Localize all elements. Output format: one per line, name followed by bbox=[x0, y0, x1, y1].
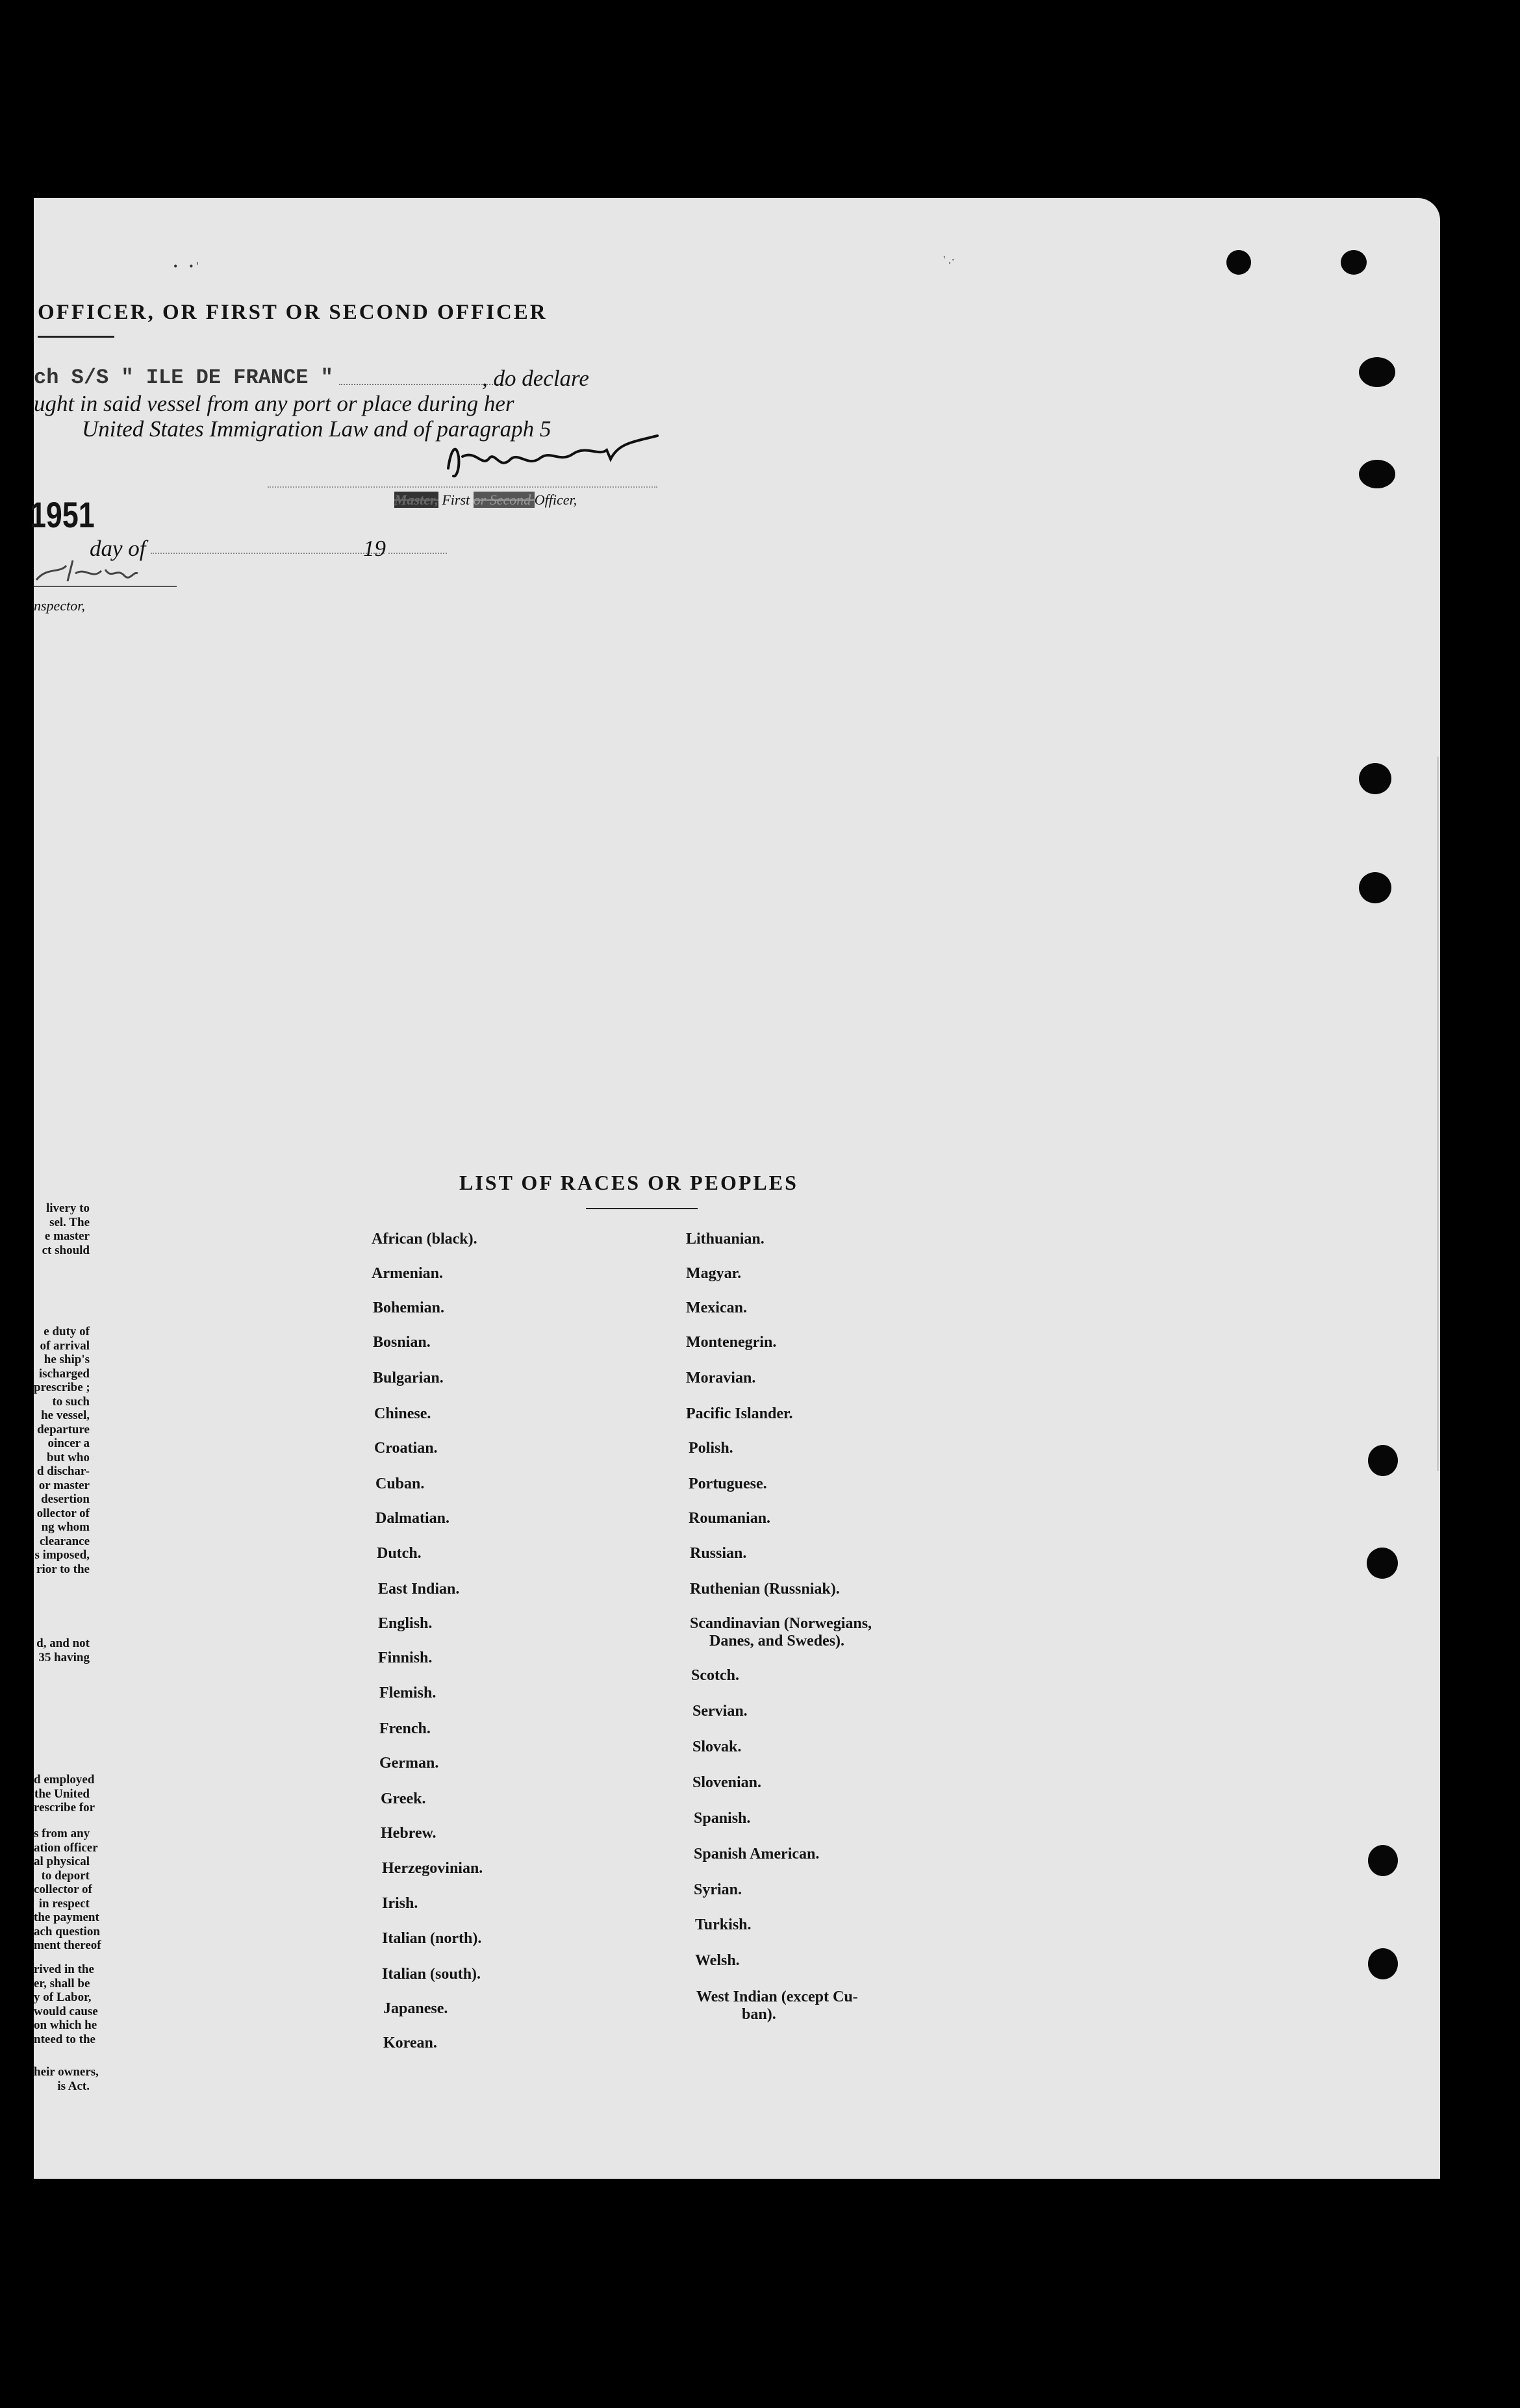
race-item-left: English. bbox=[378, 1615, 433, 1632]
margin-fragment-line: he vessel, bbox=[41, 1409, 90, 1422]
margin-fragment-line: rior to the bbox=[36, 1562, 90, 1576]
margin-fragment-line: er, shall be bbox=[34, 1976, 90, 1990]
race-item-right: Portuguese. bbox=[689, 1475, 767, 1492]
race-item-right: ban). bbox=[742, 2006, 776, 2023]
race-item-right: Turkish. bbox=[695, 1916, 752, 1933]
margin-fragment-line: al physical bbox=[34, 1855, 90, 1868]
margin-fragment-line: ment thereof bbox=[34, 1938, 101, 1952]
margin-fragment-line: sel. The bbox=[49, 1215, 90, 1229]
race-item-left: Italian (north). bbox=[382, 1930, 482, 1947]
margin-fragment-line: on which he bbox=[34, 2018, 97, 2032]
margin-fragment-line: oincer a bbox=[47, 1436, 90, 1450]
day-blank bbox=[151, 553, 385, 554]
margin-fragment-line: e duty of bbox=[44, 1325, 90, 1338]
struck-master: Master, bbox=[394, 492, 438, 508]
race-item-left: Dalmatian. bbox=[375, 1510, 450, 1527]
margin-fragment-line: ng whom bbox=[41, 1520, 90, 1534]
race-item-right: Syrian. bbox=[694, 1881, 742, 1898]
race-item-left: Herzegovinian. bbox=[382, 1860, 483, 1877]
race-item-right: West Indian (except Cu- bbox=[696, 1988, 858, 2005]
race-item-left: Italian (south). bbox=[382, 1966, 481, 1983]
margin-fragment-line: livery to bbox=[45, 1201, 90, 1215]
margin-fragment-line: to deport bbox=[41, 1868, 90, 1883]
race-item-right: Servian. bbox=[692, 1703, 748, 1720]
scan-edge bbox=[1437, 757, 1439, 1471]
race-item-left: Bulgarian. bbox=[373, 1370, 444, 1386]
race-item-left: Irish. bbox=[382, 1895, 418, 1912]
race-item-left: East Indian. bbox=[378, 1581, 460, 1598]
margin-fragment-line: the United bbox=[34, 1787, 90, 1801]
margin-fragment-line: ischarged bbox=[38, 1366, 90, 1381]
race-item-left: Armenian. bbox=[372, 1265, 443, 1282]
race-item-right: Danes, and Swedes). bbox=[709, 1633, 845, 1649]
race-item-right: Mexican. bbox=[686, 1299, 747, 1316]
margin-fragment-line: he ship's bbox=[44, 1353, 90, 1366]
race-item-right: Ruthenian (Russniak). bbox=[690, 1581, 840, 1598]
vessel-name: ch S/S " ILE DE FRANCE " bbox=[34, 366, 333, 390]
race-item-right: Montenegrin. bbox=[686, 1334, 777, 1351]
race-item-left: Korean. bbox=[383, 2035, 437, 2051]
margin-fragment-line: the payment bbox=[34, 1911, 99, 1924]
margin-fragment-line: nteed to the bbox=[34, 2032, 95, 2046]
punch-hole bbox=[1359, 872, 1391, 903]
punch-hole bbox=[1368, 1845, 1398, 1876]
margin-fragment-line: e master bbox=[44, 1229, 90, 1243]
margin-fragment-line: s imposed, bbox=[34, 1548, 90, 1562]
margin-fragment-line: or master bbox=[38, 1478, 90, 1492]
margin-fragment-line: heir owners, bbox=[34, 2065, 99, 2079]
section-heading: OFFICER, OR FIRST OR SECOND OFFICER bbox=[38, 301, 548, 324]
margin-fragment-line: d, and not bbox=[36, 1637, 90, 1650]
margin-fragment-line: ation officer bbox=[34, 1840, 98, 1855]
race-item-right: Moravian. bbox=[686, 1370, 756, 1386]
race-item-right: Scandinavian (Norwegians, bbox=[690, 1615, 872, 1632]
heading-underline bbox=[38, 336, 114, 338]
punch-hole bbox=[1367, 1548, 1398, 1579]
race-item-right: Scotch. bbox=[691, 1667, 739, 1684]
race-item-left: Japanese. bbox=[383, 2000, 448, 2017]
race-item-right: Magyar. bbox=[686, 1265, 742, 1282]
race-item-left: Finnish. bbox=[378, 1649, 433, 1666]
race-item-right: Slovenian. bbox=[692, 1774, 762, 1791]
date-stamp: 1951 bbox=[30, 494, 95, 535]
signature-line bbox=[268, 486, 657, 488]
margin-fragment-line: clearance bbox=[39, 1534, 90, 1548]
signature-role bbox=[394, 492, 577, 508]
margin-fragment-line: d employed bbox=[34, 1773, 95, 1787]
margin-fragment-line: prescribe ; bbox=[34, 1381, 90, 1394]
punch-hole bbox=[1359, 460, 1395, 488]
speck: ' .· bbox=[943, 253, 956, 266]
margin-fragment-line: s from any bbox=[34, 1827, 90, 1840]
race-item-right: Pacific Islander. bbox=[686, 1405, 793, 1422]
declaration-line-1-end: , do declare bbox=[482, 366, 589, 391]
punch-hole bbox=[1359, 357, 1395, 387]
races-title-underline bbox=[586, 1208, 698, 1209]
margin-fragment-line: 35 having bbox=[38, 1650, 90, 1664]
role-first: First bbox=[438, 492, 474, 508]
punch-hole bbox=[1226, 250, 1251, 275]
margin-fragment-line: ct should bbox=[42, 1243, 90, 1257]
speck: • • ' bbox=[173, 260, 199, 273]
margin-fragment-line: but who bbox=[47, 1450, 90, 1464]
role-officer: Officer, bbox=[534, 492, 577, 508]
inspector-signature bbox=[34, 554, 183, 593]
margin-fragment-line: of arrival bbox=[40, 1338, 90, 1353]
race-item-right: Spanish. bbox=[694, 1810, 751, 1827]
race-item-left: Hebrew. bbox=[381, 1825, 437, 1842]
race-item-left: French. bbox=[379, 1720, 431, 1737]
margin-fragment-line: d dischar- bbox=[36, 1464, 90, 1478]
punch-hole bbox=[1341, 250, 1367, 275]
race-item-left: African (black). bbox=[372, 1231, 477, 1248]
race-item-left: Bohemian. bbox=[373, 1299, 445, 1316]
document-page bbox=[30, 198, 1440, 2179]
race-item-left: Dutch. bbox=[377, 1545, 422, 1562]
margin-fragment-line: y of Labor, bbox=[34, 1990, 92, 2004]
margin-fragment-line: collector of bbox=[34, 1883, 92, 1896]
margin-fragment-line: is Act. bbox=[57, 2079, 90, 2093]
signature bbox=[437, 431, 670, 483]
punch-hole bbox=[1368, 1445, 1398, 1476]
margin-fragment-line: departure bbox=[37, 1422, 90, 1436]
race-item-left: Bosnian. bbox=[373, 1334, 431, 1351]
declaration-line-3: United States Immigration Law and of paragraph 5 bbox=[82, 416, 551, 442]
margin-fragment-line: would cause bbox=[34, 2004, 98, 2018]
race-item-right: Spanish American. bbox=[694, 1846, 820, 1862]
margin-fragment-line: ach question bbox=[34, 1924, 100, 1938]
punch-hole bbox=[1359, 763, 1391, 794]
struck-second: or Second bbox=[473, 492, 535, 508]
race-item-right: Polish. bbox=[689, 1440, 733, 1457]
race-item-right: Russian. bbox=[690, 1545, 747, 1562]
margin-fragment-line: desertion bbox=[41, 1492, 90, 1506]
year-blank bbox=[388, 553, 447, 554]
race-item-left: Chinese. bbox=[374, 1405, 431, 1422]
margin-fragment-line: ollector of bbox=[36, 1506, 90, 1520]
race-item-left: Greek. bbox=[381, 1790, 426, 1807]
declaration-line-2: ught in said vessel from any port or place during her bbox=[34, 391, 514, 416]
race-item-right: Lithuanian. bbox=[686, 1231, 765, 1248]
races-list-title: LIST OF RACES OR PEOPLES bbox=[459, 1171, 798, 1194]
margin-fragment-line: in respect bbox=[38, 1896, 90, 1911]
day-of-label: day of bbox=[90, 536, 146, 561]
inspector-label: nspector, bbox=[34, 597, 85, 614]
race-item-left: German. bbox=[379, 1755, 439, 1772]
margin-fragment-line: to such bbox=[52, 1394, 90, 1409]
year-prefix: 19 bbox=[363, 536, 386, 561]
race-item-left: Croatian. bbox=[374, 1440, 438, 1457]
punch-hole bbox=[1368, 1948, 1398, 1979]
race-item-right: Slovak. bbox=[692, 1738, 742, 1755]
race-item-left: Flemish. bbox=[379, 1685, 437, 1701]
margin-fragment-line: rescribe for bbox=[34, 1801, 95, 1814]
race-item-right: Roumanian. bbox=[689, 1510, 771, 1527]
race-item-left: Cuban. bbox=[375, 1475, 425, 1492]
margin-fragment-line: rived in the bbox=[34, 1963, 94, 1976]
race-item-right: Welsh. bbox=[695, 1952, 740, 1969]
